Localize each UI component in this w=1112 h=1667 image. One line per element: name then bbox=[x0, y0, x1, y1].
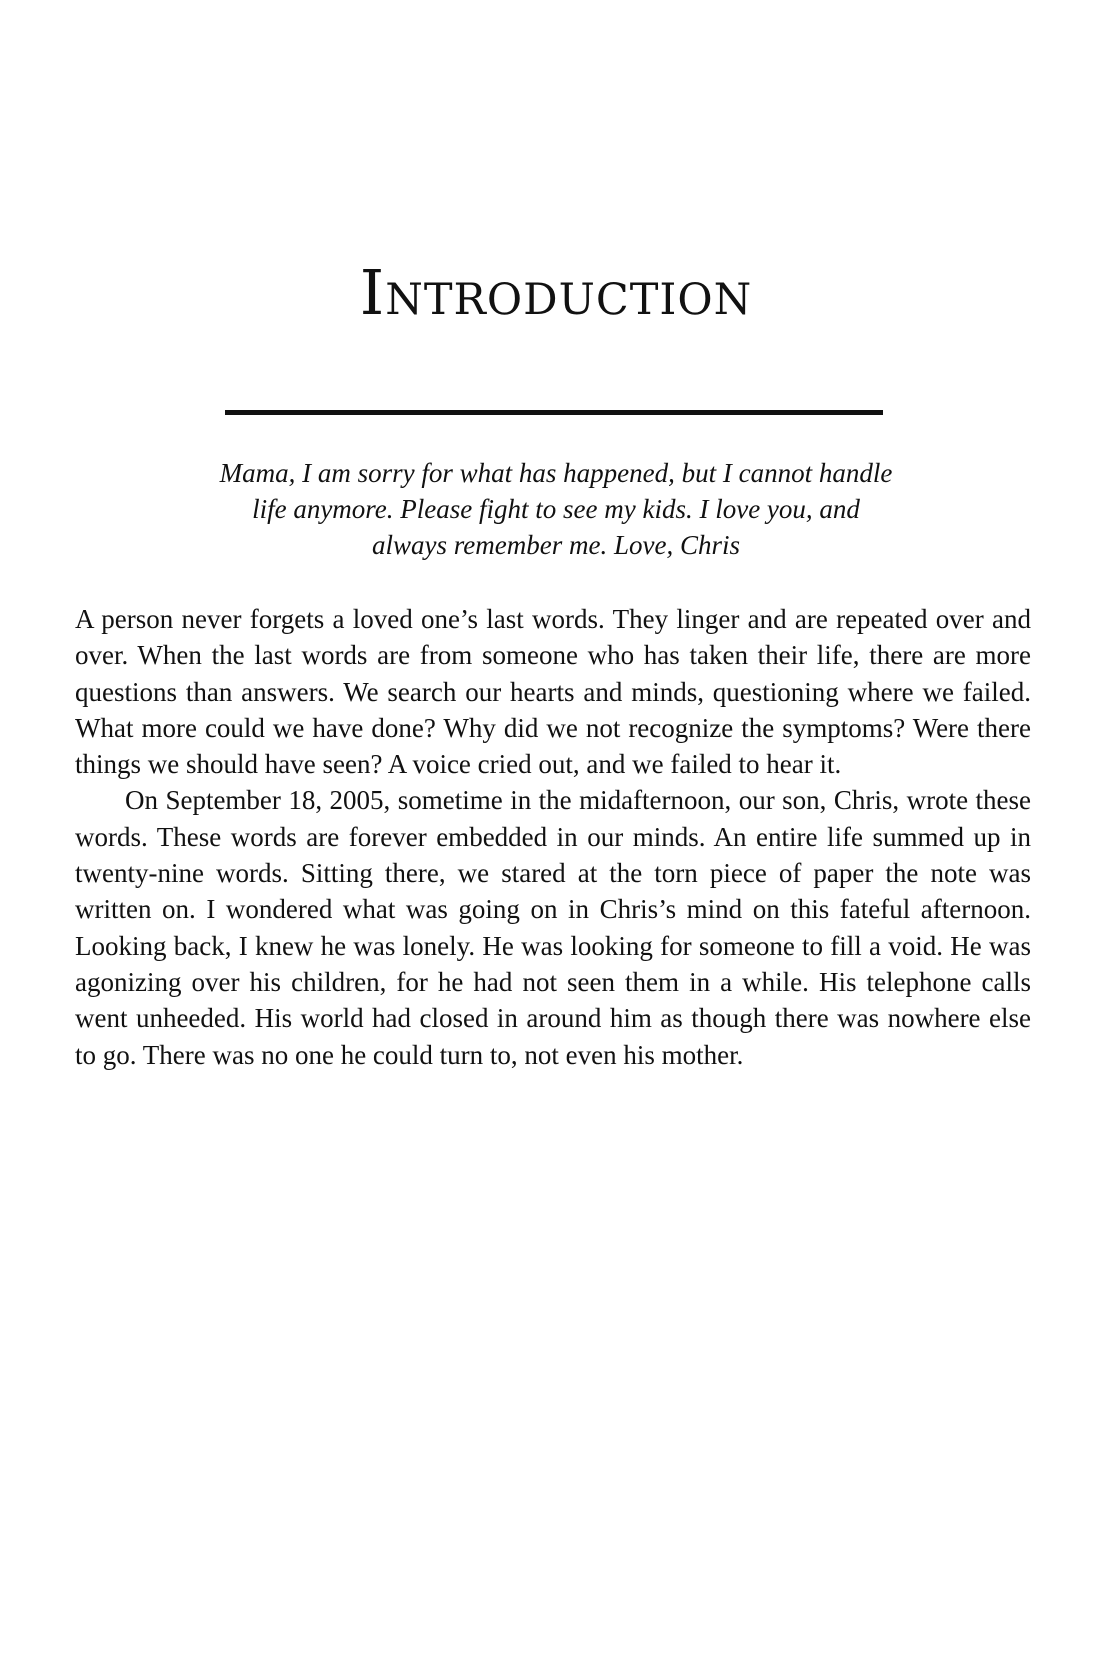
epigraph bbox=[160, 455, 952, 563]
body-paragraph: On September 18, 2005, sometime in the midafternoon, our son, Chris, wrote these words. These words are forever embedded in our minds. An entire life summed up in twenty-nine words. Sitting there, we stared at the torn piece of paper the note was written on. I wondered what was going on in Chris’s mind on this fateful afternoon. Looking back, I knew he was lonely. He was looking for someone to fill a void. He was agonizing over his children, for he had not seen them in a while. His telephone calls went unheeded. His world had closed in around him as though there was nowhere else to go. There was no one he could turn to, not even his mother. bbox=[75, 785, 1031, 1070]
chapter-title: Introduction bbox=[359, 256, 753, 329]
body-paragraph: A person never forgets a loved one’s last words. They linger and are repeated over and over. When the last words are from someone who has taken their life, there are more questions than answers. We search our hearts and minds, questioning where we failed. What more could we have done? Why did we not recognize the symptoms? Were there things we should have seen? A voice cried out, and we failed to hear it. bbox=[75, 604, 1031, 780]
title-divider bbox=[225, 410, 883, 415]
epigraph-line: life anymore. Please fight to see my kids. I love you, and bbox=[252, 494, 860, 524]
body-text bbox=[75, 601, 1031, 1073]
epigraph-line: always remember me. Love, Chris bbox=[372, 530, 740, 560]
epigraph-line: Mama, I am sorry for what has happened, but I cannot handle bbox=[219, 458, 893, 488]
